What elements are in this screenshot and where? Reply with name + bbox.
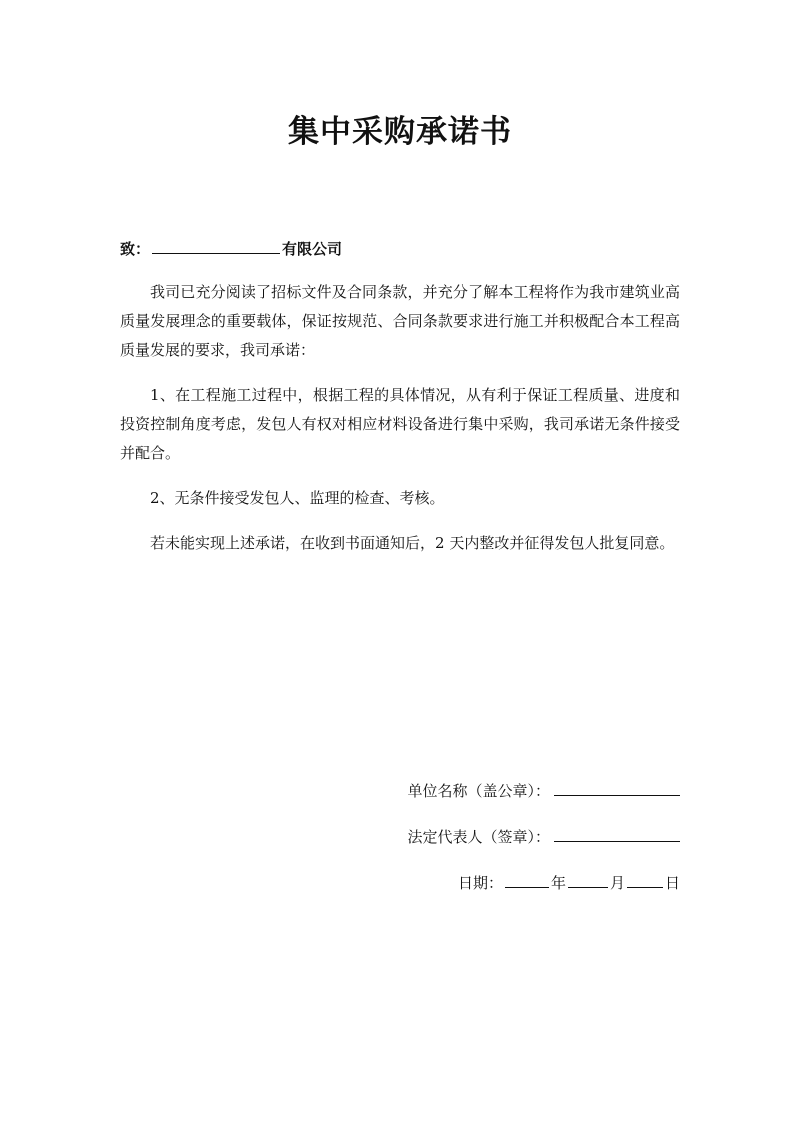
legal-rep-line bbox=[407, 826, 680, 847]
month-blank[interactable] bbox=[568, 873, 608, 888]
company-name-blank[interactable] bbox=[152, 239, 280, 254]
unit-name-line bbox=[407, 780, 680, 801]
paragraph-commitment-2: 2、无条件接受发包人、监理的检查、考核。 bbox=[150, 489, 445, 507]
day-blank[interactable] bbox=[627, 873, 663, 888]
legal-rep-blank[interactable] bbox=[554, 827, 680, 842]
addressee-suffix: 有限公司 bbox=[282, 240, 343, 258]
unit-name-blank[interactable] bbox=[554, 781, 680, 796]
date-line bbox=[458, 872, 680, 893]
paragraph-intro: 我司已充分阅读了招标文件及合同条款，并充分了解本工程将作为我市建筑业高质量发展理念的重要载体，保证按规范、合同条款要求进行施工并积极配合本工程高质量发展的要求，我司承诺： bbox=[120, 283, 680, 359]
document-body bbox=[120, 278, 680, 574]
month-label: 月 bbox=[609, 874, 625, 892]
day-label: 日 bbox=[664, 874, 680, 892]
addressee-line bbox=[120, 238, 342, 259]
paragraph-commitment-1: 1、在工程施工过程中，根据工程的具体情况，从有利于保证工程质量、进度和投资控制角度考虑，发包人有权对相应材料设备进行集中采购，我司承诺无条件接受并配合。 bbox=[120, 386, 680, 462]
year-label: 年 bbox=[550, 874, 566, 892]
addressee-prefix: 致： bbox=[120, 240, 151, 258]
legal-rep-label: 法定代表人（签章）： bbox=[407, 828, 550, 846]
document-title: 集中采购承诺书 bbox=[288, 114, 512, 150]
unit-name-label: 单位名称（盖公章）： bbox=[407, 782, 550, 800]
date-label: 日期： bbox=[457, 874, 503, 892]
paragraph-remedy: 若未能实现上述承诺，在收到书面通知后，2 天内整改并征得发包人批复同意。 bbox=[150, 534, 675, 552]
year-blank[interactable] bbox=[505, 873, 549, 888]
